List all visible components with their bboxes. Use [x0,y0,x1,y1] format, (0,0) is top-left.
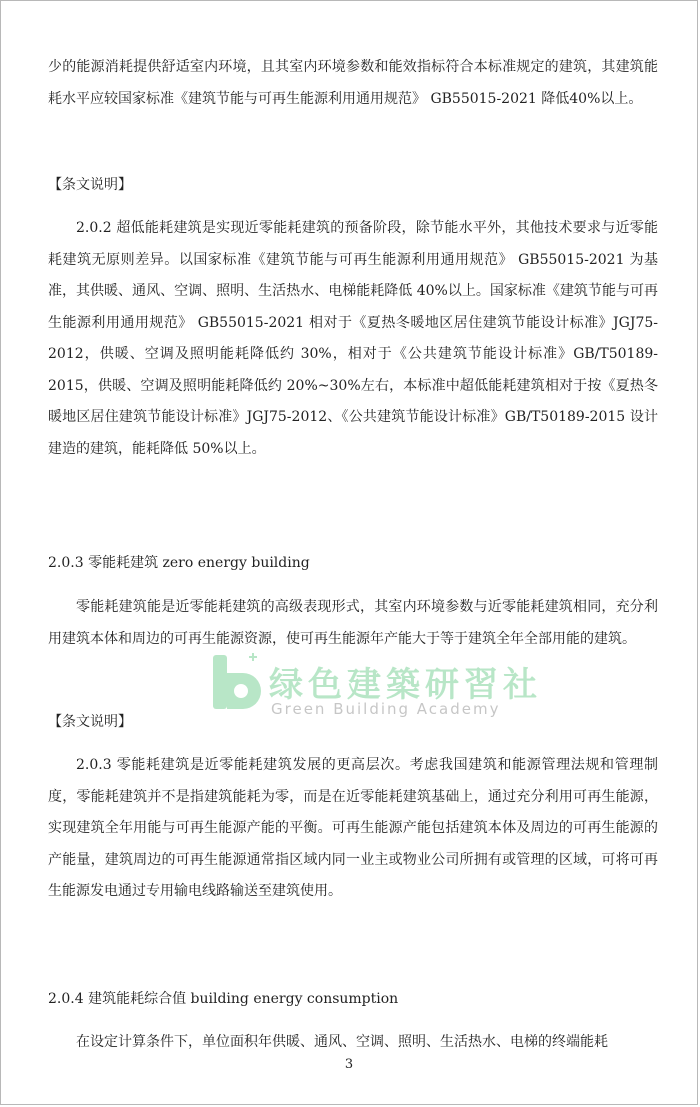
paragraph-5: 在设定计算条件下，单位面积年供暖、通风、空调、照明、生活热水、电梯的终端能耗 [76,1034,608,1050]
paragraph-2: 2.0.2 超低能耗建筑是实现近零能耗建筑的预备阶段，除节能水平外，其他技术要求与近零能耗建筑无原则差异。以国家标准《建筑节能与可再生能源利用通用规范》 GB55015-2021 为基准，其供暖、通风、空调、照明、生活热水、电梯能耗降低 40%以上。国家标准《建筑节能与可再生能源利用通用规范》 GB55015-2021 相对于《夏热冬暖地区居住建筑节能设计标准》JGJ75-2012，供暖、空调及照明能耗降低约 30%，相对于《公共建筑节能设计标准》GB/T50189-2015，供暖、空调及照明能耗降低约 20%~30%左右，本标准中超低能耗建筑相对于按《夏热冬暖地区居住建筑节能设计标准》JGJ75-2012、《公共建筑节能设计标准》GB/T50189-2015 设计建造的建筑，能耗降低 50%以上。 [48,220,658,457]
watermark [209,651,542,723]
section-heading-2-0-4: 2.0.4 建筑能耗综合值 building energy consumption [48,991,399,1007]
paragraph-1: 少的能源消耗提供舒适室内环境，且其室内环境参数和能效指标符合本标准规定的建筑，其建筑能耗水平应较国家标准《建筑节能与可再生能源利用通用规范》 GB55015-2021 降低40%以上。 [48,59,658,107]
clause-note-label-1: 【条文说明】 [48,177,132,193]
clause-note-label-2: 【条文说明】 [48,714,132,730]
watermark-english-text: Green Building Academy [271,700,501,718]
paragraph-3: 零能耗建筑能是近零能耗建筑的高级表现形式，其室内环境参数与近零能耗建筑相同，充分利用建筑本体和周边的可再生能源资源，使可再生能源年产能大于等于建筑全年全部用能的建筑。 [48,599,658,647]
paragraph-4: 2.0.3 零能耗建筑是近零能耗建筑发展的更高层次。考虑我国建筑和能源管理法规和管理制度，零能耗建筑并不是指建筑能耗为零，而是在近零能耗建筑基础上，通过充分利用可再生能源，实现建筑全年用能与可再生能源产能的平衡。可再生能源产能包括建筑本体及周边的可再生能源的产能量，建筑周边的可再生能源通常指区域内同一业主或物业公司所拥有或管理的区域，可将可再生能源发电通过专用输电线路输送至建筑使用。 [48,757,658,899]
section-heading-2-0-3: 2.0.3 零能耗建筑 zero energy building [48,555,310,571]
page-number: 3 [344,1057,354,1072]
green-building-logo-icon [209,651,269,715]
watermark-chinese-text: 绿色建築研習社 [269,665,542,705]
